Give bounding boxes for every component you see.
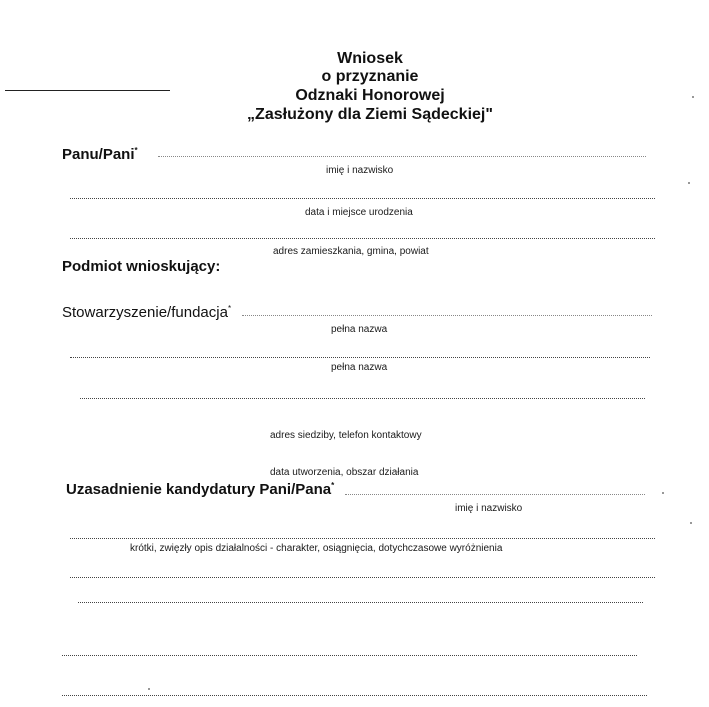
candidate-label-text: Panu/Pani xyxy=(62,146,135,163)
org-label xyxy=(62,304,231,321)
org-asterisk: * xyxy=(227,304,232,313)
justification-label-text: Uzasadnienie kandydatury Pani/Pana xyxy=(66,481,332,498)
applicant-heading: Podmiot wnioskujący: xyxy=(62,258,221,275)
org-fullname-caption-1: pełna nazwa xyxy=(331,324,388,335)
registration-number-line[interactable] xyxy=(5,90,170,91)
org-founded-caption: data utworzenia, obszar działania xyxy=(270,467,419,478)
org-name-field[interactable] xyxy=(242,315,652,316)
candidate-address-caption: adres zamieszkania, gmina, powiat xyxy=(273,246,429,257)
org-label-text: Stowarzyszenie/fundacja xyxy=(62,304,228,321)
scan-speck xyxy=(662,492,664,494)
candidate-asterisk: * xyxy=(134,146,138,155)
scan-speck xyxy=(688,182,690,184)
candidate-address-field[interactable] xyxy=(70,238,655,239)
scan-speck xyxy=(692,96,694,98)
justification-line-1[interactable] xyxy=(70,538,655,539)
justification-line-4[interactable] xyxy=(62,655,637,656)
justification-line-5[interactable] xyxy=(62,695,647,696)
org-fullname-caption-2: pełna nazwa xyxy=(331,362,388,373)
justification-line-3[interactable] xyxy=(78,602,643,603)
org-hq-field[interactable] xyxy=(80,398,645,399)
scan-speck xyxy=(148,688,150,690)
scan-speck xyxy=(690,522,692,524)
justification-label xyxy=(66,481,334,498)
candidate-birth-field[interactable] xyxy=(70,198,655,199)
justification-name-caption: imię i nazwisko xyxy=(455,503,523,514)
title-odznaki: Odznaki Honorowej xyxy=(295,87,445,104)
candidate-birth-caption: data i miejsce urodzenia xyxy=(305,207,413,218)
candidate-name-caption: imię i nazwisko xyxy=(326,165,394,176)
justification-description-caption: krótki, zwięzły opis działalności - charakter, osiągnięcia, dotychczasowe wyróżnienia xyxy=(130,543,503,554)
org-hq-caption: adres siedziby, telefon kontaktowy xyxy=(270,430,422,441)
justification-name-field[interactable] xyxy=(345,494,645,495)
org-fullname-field-2[interactable] xyxy=(70,357,650,358)
justification-line-2[interactable] xyxy=(70,577,655,578)
title-zasluzony: „Zasłużony dla Ziemi Sądeckiej" xyxy=(247,106,493,123)
justification-asterisk: * xyxy=(331,481,335,490)
title-o-przyznanie: o przyznanie xyxy=(321,68,419,85)
candidate-name-field[interactable] xyxy=(158,156,646,157)
title-wniosek: Wniosek xyxy=(337,50,403,67)
candidate-label xyxy=(62,146,138,163)
